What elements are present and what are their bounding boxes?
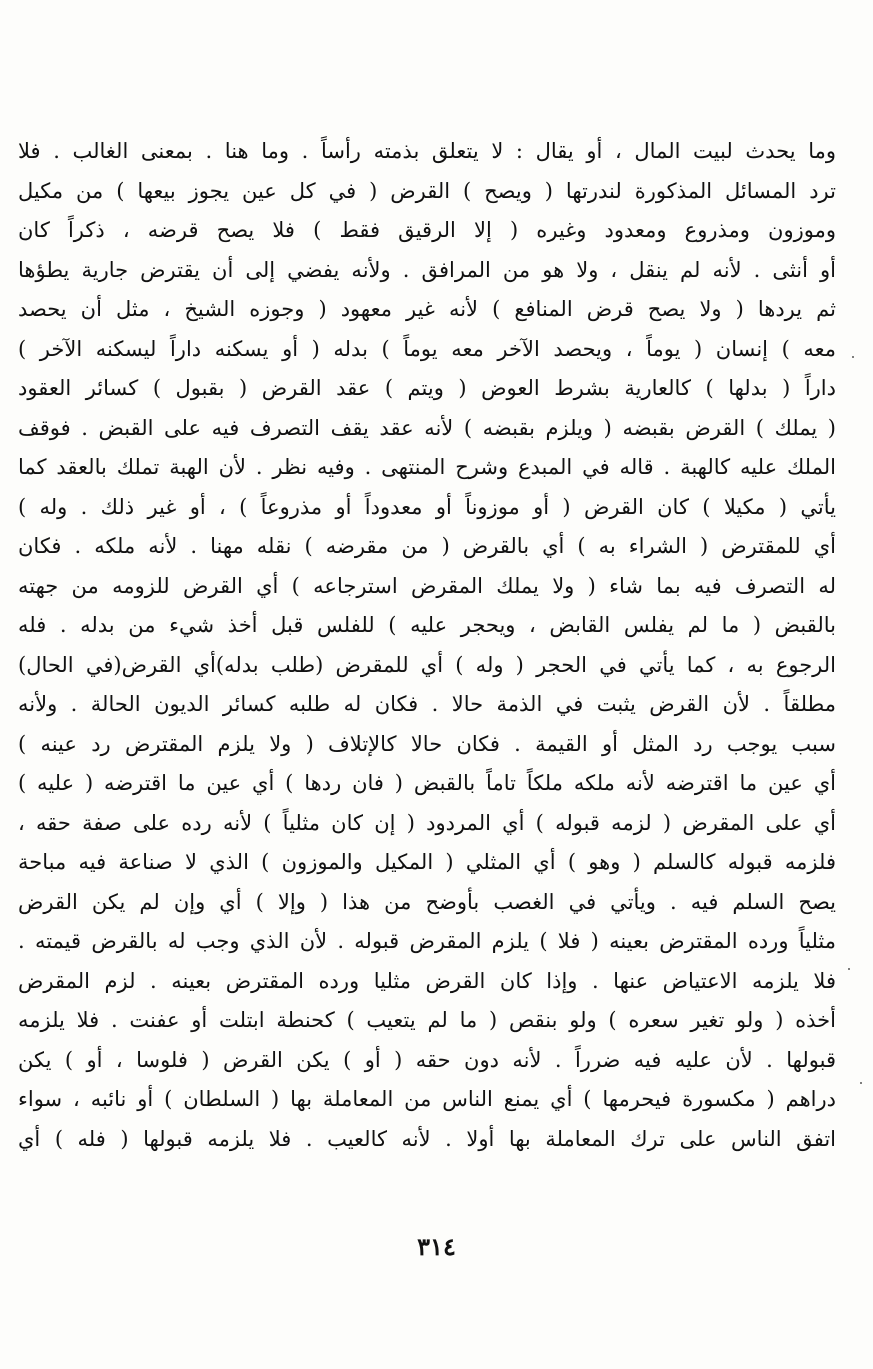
text-line: بالقبض ( ما لم يفلس القابض ، ويحجر عليه ) للفلس قبل أخذ شيء من بدله . فله — [18, 613, 836, 637]
text-line: يصح السلم فيه . ويأتي في الغصب بأوضح من هذا ( وإلا ) أي وإن لم يكن القرض — [18, 889, 836, 914]
text-line: معه ) إنسان ( يوماً ، ويحصد الآخر معه يوماً ) بدله ( أو يسكنه داراً ليسكنه الآخر ) — [18, 336, 836, 361]
scan-speck — [860, 1082, 862, 1084]
text-line: أو أنثى . لأنه لم ينقل ، ولا هو من المرافق . ولأنه يفضي إلى أن يقترض جارية يطؤها — [18, 257, 836, 282]
text-line: الرجوع به ، كما يأتي في الحجر ( وله ) أي للمقرض (طلب بدله)أي القرض(في الحال) — [18, 652, 836, 677]
text-line: أي على المقرض ( لزمه قبوله ) أي المردود ( إن كان مثلياً ) لأنه رده على صفة حقه ، — [18, 810, 836, 835]
text-line: له التصرف فيه بما شاء ( ولا يملك المقرض استرجاعه ) أي القرض للزومه من جهته — [18, 573, 836, 598]
text-line: ثم يردها ( ولا يصح قرض المنافع ) لأنه غير معهود ( وجوزه الشيخ ، مثل أن يحصد — [18, 297, 836, 321]
text-line: وموزون ومذروع ومعدود وغيره ( إلا الرقيق فقط ) فلا يصح قرضه ، ذكراً كان — [18, 218, 836, 242]
text-line: سبب يوجب رد المثل أو القيمة . فكان حالا كالإتلاف ( ولا يلزم المقترض رد عينه ) — [18, 731, 836, 756]
text-line: الملك عليه كالهبة . قاله في المبدع وشرح المنتهى . وفيه نظر . لأن الهبة تملك بالعقد كما — [18, 455, 836, 479]
text-line: أخذه ( ولو تغير سعره ) ولو بنقص ( ما لم يتعيب ) كحنطة ابتلت أو عفنت . فلا يلزمه — [18, 1008, 836, 1032]
text-line: وما يحدث لبيت المال ، أو يقال : لا يتعلق بذمته رأساً . وما هنا . بمعنى الغالب . فلا — [18, 139, 836, 163]
text-line: دراهم ( مكسورة فيحرمها ) أي يمنع الناس من المعاملة بها ( السلطان ) أو نائبه ، سواء — [18, 1087, 836, 1111]
text-line: ( يملك ) القرض بقبضه ( ويلزم بقبضه ) لأنه عقد يقف التصرف فيه على القبض . فوقف — [18, 415, 836, 440]
body-text — [18, 132, 836, 1159]
text-line: مطلقاً . لأن القرض يثبت في الذمة حالا . فكان له طلبه كسائر الديون الحالة . ولأنه — [18, 692, 836, 716]
text-line: مثلياً ورده المقترض بعينه ( فلا ) يلزم المقرض قبوله . لأن الذي وجب له بالقرض قيمته . — [18, 929, 836, 953]
text-line: داراً ( بدلها ) كالعارية بشرط العوض ( ويتم ) عقد القرض ( بقبول ) كسائر العقود — [18, 376, 836, 400]
text-line: يأتي ( مكيلا ) كان القرض ( أو موزوناً أو معدوداً أو مذروعاً ) ، أو غير ذلك . وله ) — [18, 494, 836, 519]
text-line: فلا يلزمه الاعتياض عنها . وإذا كان القرض مثليا ورده المقترض بعينه . لزم المقرض — [18, 968, 836, 993]
text-line: أي للمقترض ( الشراء به ) أي بالقرض ( من مقرضه ) نقله مهنا . لأنه ملكه . فكان — [18, 534, 836, 558]
text-line: ترد المسائل المذكورة لندرتها ( ويصح ) القرض ( في كل عين يجوز بيعها ) من مكيل — [18, 178, 836, 203]
text-line: اتفق الناس على ترك المعاملة بها أولا . لأنه كالعيب . فلا يلزمه قبولها ( فله ) أي — [18, 1126, 836, 1151]
scan-speck — [852, 356, 854, 358]
scan-speck — [848, 968, 850, 970]
text-line: قبولها . لأن عليه فيه ضرراً . لأنه دون حقه ( أو ) يكن القرض ( فلوسا ، أو ) يكن — [18, 1047, 836, 1072]
page-number: ٣١٤ — [417, 1232, 456, 1261]
text-line: فلزمه قبوله كالسلم ( وهو ) أي المثلي ( المكيل والموزون ) الذي لا صناعة فيه مباحة — [18, 850, 836, 874]
text-line: أي عين ما اقترضه لأنه ملكه ملكاً تاماً بالقبض ( فان ردها ) أي عين ما اقترضه ( عليه ) — [18, 771, 836, 795]
